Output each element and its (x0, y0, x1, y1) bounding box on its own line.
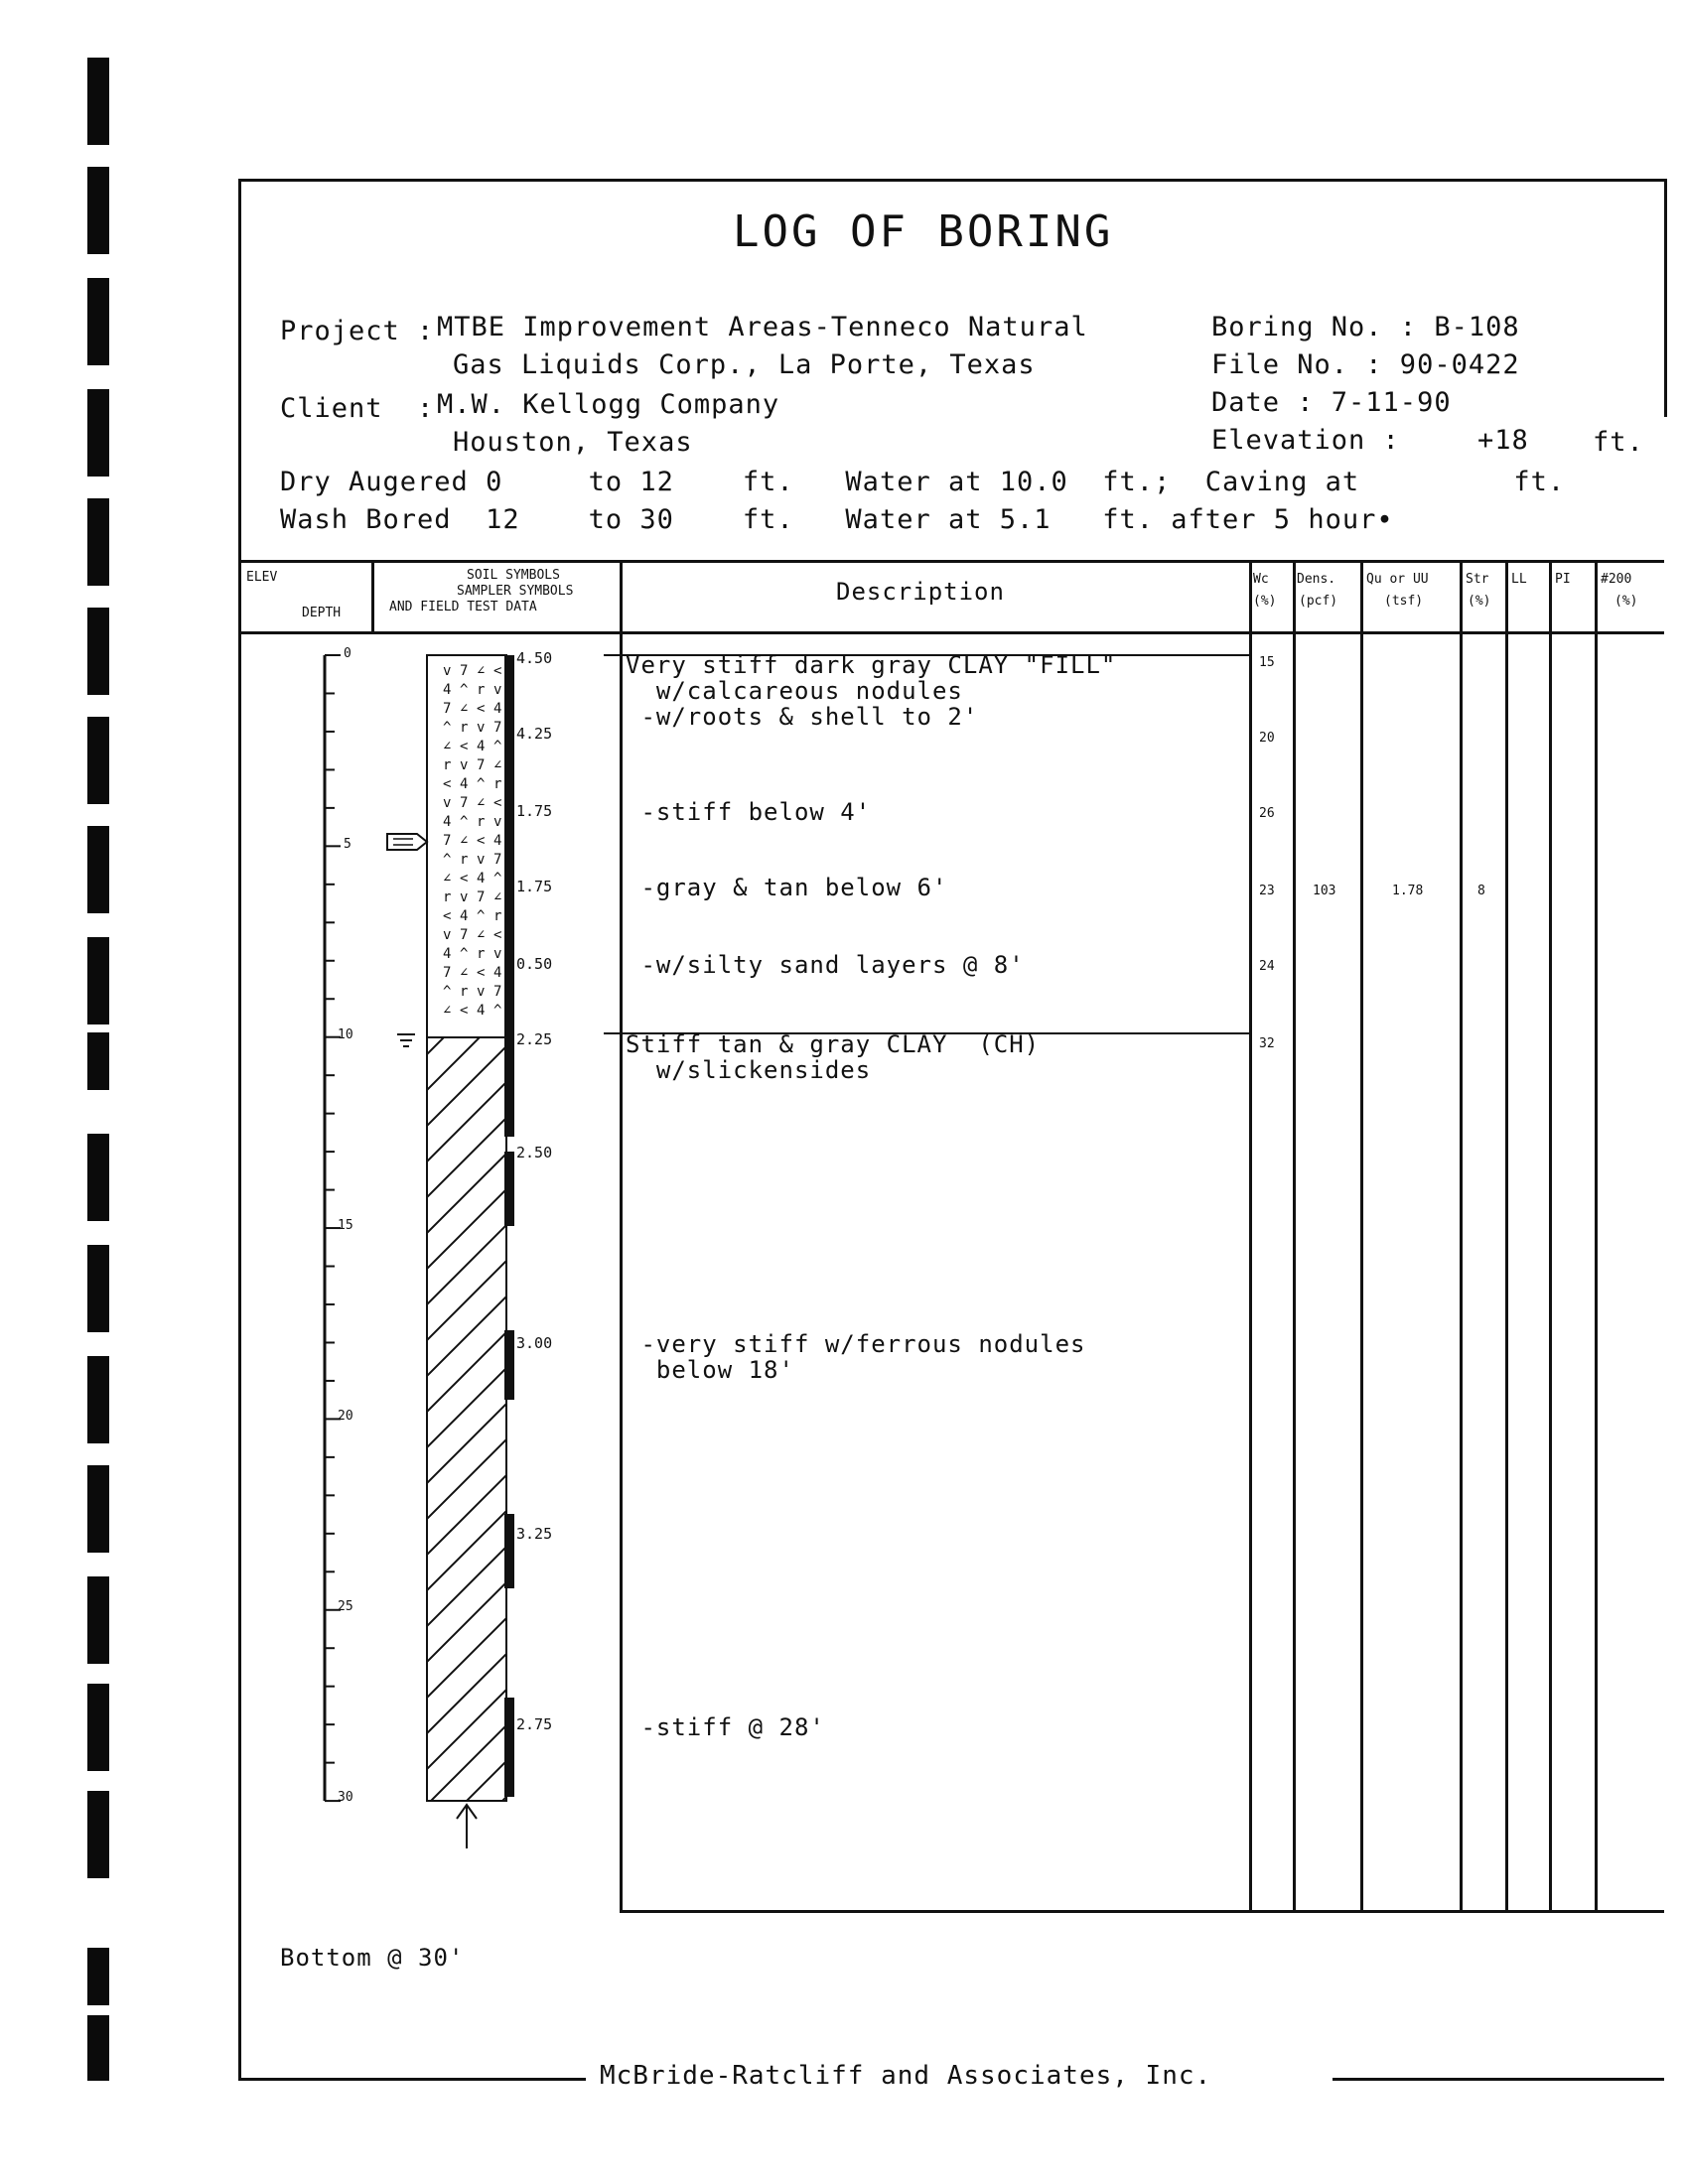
header-wc: Wc (1253, 572, 1269, 587)
field-test-value: 1.75 (516, 802, 553, 820)
fill-symbol: 4 (443, 946, 452, 962)
company-footer: McBride-Ratcliff and Associates, Inc. (600, 2061, 1212, 2091)
wash-bored-line: Wash Bored 12 to 30 ft. Water at 5.1 ft. after 5 hour∙ (280, 504, 1394, 535)
fill-symbol: 7 (443, 965, 452, 981)
field-test-value: 2.25 (516, 1030, 553, 1048)
fill-symbol: ^ (443, 852, 452, 868)
page-title: LOG OF BORING (733, 206, 1114, 257)
client-label: Client : (280, 393, 435, 424)
fill-symbol: 4 (477, 1003, 486, 1019)
fill-symbol: 7 (493, 984, 502, 1000)
field-test-value: 2.50 (516, 1144, 553, 1161)
fill-symbol: 4 (493, 701, 502, 717)
fill-symbol: 4 (443, 682, 452, 698)
boring-date: Date : 7-11-90 (1211, 387, 1452, 418)
field-test-value: 4.25 (516, 725, 553, 743)
fill-symbol: ∠ (443, 739, 452, 754)
fill-symbol: 7 (477, 757, 486, 773)
description-line: w/calcareous nodules (626, 677, 963, 705)
field-test-value: 0.50 (516, 955, 553, 973)
fill-symbol: 4 (493, 965, 502, 981)
fill-symbol: ^ (493, 739, 502, 754)
fill-symbol: < (477, 701, 486, 717)
description-line: -stiff @ 28' (626, 1713, 825, 1741)
wc-value: 15 (1259, 655, 1275, 670)
fill-symbol: ^ (477, 776, 486, 792)
fill-symbol: v (493, 814, 502, 830)
fill-symbol: 7 (460, 663, 469, 679)
description-line: -w/silty sand layers @ 8' (626, 951, 1025, 979)
fill-symbol: ^ (460, 814, 469, 830)
header-depth: DEPTH (302, 606, 342, 620)
density-value: 103 (1313, 884, 1336, 898)
description-line: Very stiff dark gray CLAY "FILL" (626, 651, 1117, 679)
wc-value: 20 (1259, 731, 1275, 746)
fill-symbol: 7 (460, 927, 469, 943)
field-test-value: 4.50 (516, 649, 553, 667)
fill-symbol: ∠ (460, 965, 469, 981)
header-sampler-symbols: SAMPLER SYMBOLS (457, 584, 574, 599)
client-line-2: Houston, Texas (453, 427, 693, 458)
fill-symbol: 7 (460, 795, 469, 811)
header-soil-symbols: SOIL SYMBOLS (467, 568, 560, 583)
description-line: -stiff below 4' (626, 798, 872, 826)
fill-symbol: 4 (477, 739, 486, 754)
depth-label: 30 (338, 1790, 353, 1805)
fill-symbol: r (460, 984, 469, 1000)
fill-symbol: 4 (443, 814, 452, 830)
description-line: -w/roots & shell to 2' (626, 703, 979, 731)
fill-symbol: v (477, 984, 486, 1000)
fill-symbol: ^ (493, 1003, 502, 1019)
header-elev: ELEV (246, 570, 278, 585)
fill-symbol: < (493, 927, 502, 943)
header-str: Str (1466, 572, 1489, 587)
description-line: Stiff tan & gray CLAY (CH) (626, 1030, 1041, 1058)
dry-augered-line: Dry Augered 0 to 12 ft. Water at 10.0 ft.; Caving at ft. (280, 467, 1566, 497)
fill-symbol: < (493, 795, 502, 811)
fill-symbol: 7 (493, 720, 502, 736)
fill-symbol: r (460, 720, 469, 736)
elevation-unit: ft. (1593, 427, 1644, 458)
fill-symbol: ∠ (477, 663, 486, 679)
header-qu: Qu or UU (1366, 572, 1429, 587)
depth-label: 10 (338, 1027, 353, 1042)
fill-symbol: 7 (477, 889, 486, 905)
depth-label: 15 (338, 1218, 353, 1233)
fill-symbol: ^ (460, 682, 469, 698)
fill-symbol: v (493, 946, 502, 962)
bottom-note: Bottom @ 30' (280, 1944, 465, 1972)
fill-symbol: ∠ (477, 927, 486, 943)
fill-symbol: ∠ (493, 889, 502, 905)
boring-log-graphic (238, 635, 635, 1876)
header-qu-unit: (tsf) (1384, 594, 1424, 609)
fill-symbol: v (460, 889, 469, 905)
fill-symbol: v (443, 795, 452, 811)
fill-symbol: r (460, 852, 469, 868)
project-label: Project : (280, 316, 435, 346)
fill-symbol: r (477, 682, 486, 698)
fill-symbol: ∠ (493, 757, 502, 773)
fill-symbol: v (460, 757, 469, 773)
fill-symbol: ∠ (460, 833, 469, 849)
file-number: File No. : 90-0422 (1211, 349, 1520, 380)
field-test-value: 3.25 (516, 1525, 553, 1543)
project-line-2: Gas Liquids Corp., La Porte, Texas (453, 349, 1036, 380)
strain-value: 8 (1477, 884, 1485, 898)
description-line: -very stiff w/ferrous nodules (626, 1330, 1086, 1358)
fill-symbol: ^ (443, 720, 452, 736)
soil-column-fill (427, 655, 506, 1037)
fill-symbol: r (493, 776, 502, 792)
fill-symbol: < (460, 739, 469, 754)
header-dens: Dens. (1297, 572, 1336, 587)
fill-symbol: r (493, 908, 502, 924)
header-str-unit: (%) (1468, 594, 1491, 609)
fill-symbol: < (477, 833, 486, 849)
fill-symbol: < (460, 1003, 469, 1019)
fill-symbol: ^ (477, 908, 486, 924)
elevation-label: Elevation : (1211, 425, 1400, 456)
fill-symbol: 4 (493, 833, 502, 849)
fill-symbol: ∠ (443, 871, 452, 887)
project-line-1: MTBE Improvement Areas-Tenneco Natural (437, 312, 1088, 342)
water-level-symbol (397, 1034, 415, 1046)
fill-symbol: 4 (460, 776, 469, 792)
field-test-value: 1.75 (516, 878, 553, 895)
header-description: Description (836, 578, 1005, 606)
header-200: #200 (1601, 572, 1632, 587)
fill-symbol: v (477, 852, 486, 868)
wc-value: 24 (1259, 959, 1275, 974)
depth-label: 25 (338, 1599, 353, 1614)
fill-symbol: ∠ (443, 1003, 452, 1019)
field-test-value: 3.00 (516, 1334, 553, 1352)
elevation-value: +18 (1477, 425, 1529, 456)
fill-symbol: v (477, 720, 486, 736)
header-field-test: AND FIELD TEST DATA (389, 600, 537, 614)
description-line: below 18' (626, 1356, 794, 1384)
fill-symbol: 7 (493, 852, 502, 868)
fill-symbol: ^ (443, 984, 452, 1000)
fill-symbol: 4 (460, 908, 469, 924)
fill-symbol: r (443, 889, 452, 905)
header-200-unit: (%) (1614, 594, 1638, 609)
wc-value: 32 (1259, 1036, 1275, 1051)
fill-symbol: ∠ (460, 701, 469, 717)
wc-value: 26 (1259, 806, 1275, 821)
fill-symbol: v (443, 927, 452, 943)
depth-label: 20 (338, 1409, 353, 1424)
client-line-1: M.W. Kellogg Company (437, 389, 780, 420)
fill-symbol: v (493, 682, 502, 698)
bottom-arrow (457, 1805, 477, 1848)
fill-symbol: r (477, 946, 486, 962)
fill-symbol: 7 (443, 701, 452, 717)
fill-symbol: < (443, 908, 452, 924)
fill-symbol: ∠ (477, 795, 486, 811)
field-test-value: 2.75 (516, 1715, 553, 1733)
fill-symbol: < (493, 663, 502, 679)
header-pi: PI (1555, 572, 1571, 587)
fill-symbol: r (443, 757, 452, 773)
depth-label: 0 (344, 646, 351, 661)
qu-value: 1.78 (1392, 884, 1424, 898)
depth-label: 5 (344, 837, 351, 852)
fill-symbol: 4 (477, 871, 486, 887)
header-ll: LL (1511, 572, 1527, 587)
fill-symbol: 7 (443, 833, 452, 849)
header-dens-unit: (pcf) (1299, 594, 1338, 609)
soil-column-clay (427, 1037, 506, 1801)
water-arrow-symbol (387, 834, 427, 850)
fill-symbol: < (443, 776, 452, 792)
fill-symbol: ^ (460, 946, 469, 962)
fill-symbol: r (477, 814, 486, 830)
header-wc-unit: (%) (1253, 594, 1277, 609)
description-line: w/slickensides (626, 1056, 872, 1084)
fill-symbol: ^ (493, 871, 502, 887)
fill-symbol: < (477, 965, 486, 981)
description-line: -gray & tan below 6' (626, 874, 948, 901)
fill-symbol: v (443, 663, 452, 679)
boring-number: Boring No. : B-108 (1211, 312, 1520, 342)
wc-value: 23 (1259, 884, 1275, 898)
fill-symbol: < (460, 871, 469, 887)
